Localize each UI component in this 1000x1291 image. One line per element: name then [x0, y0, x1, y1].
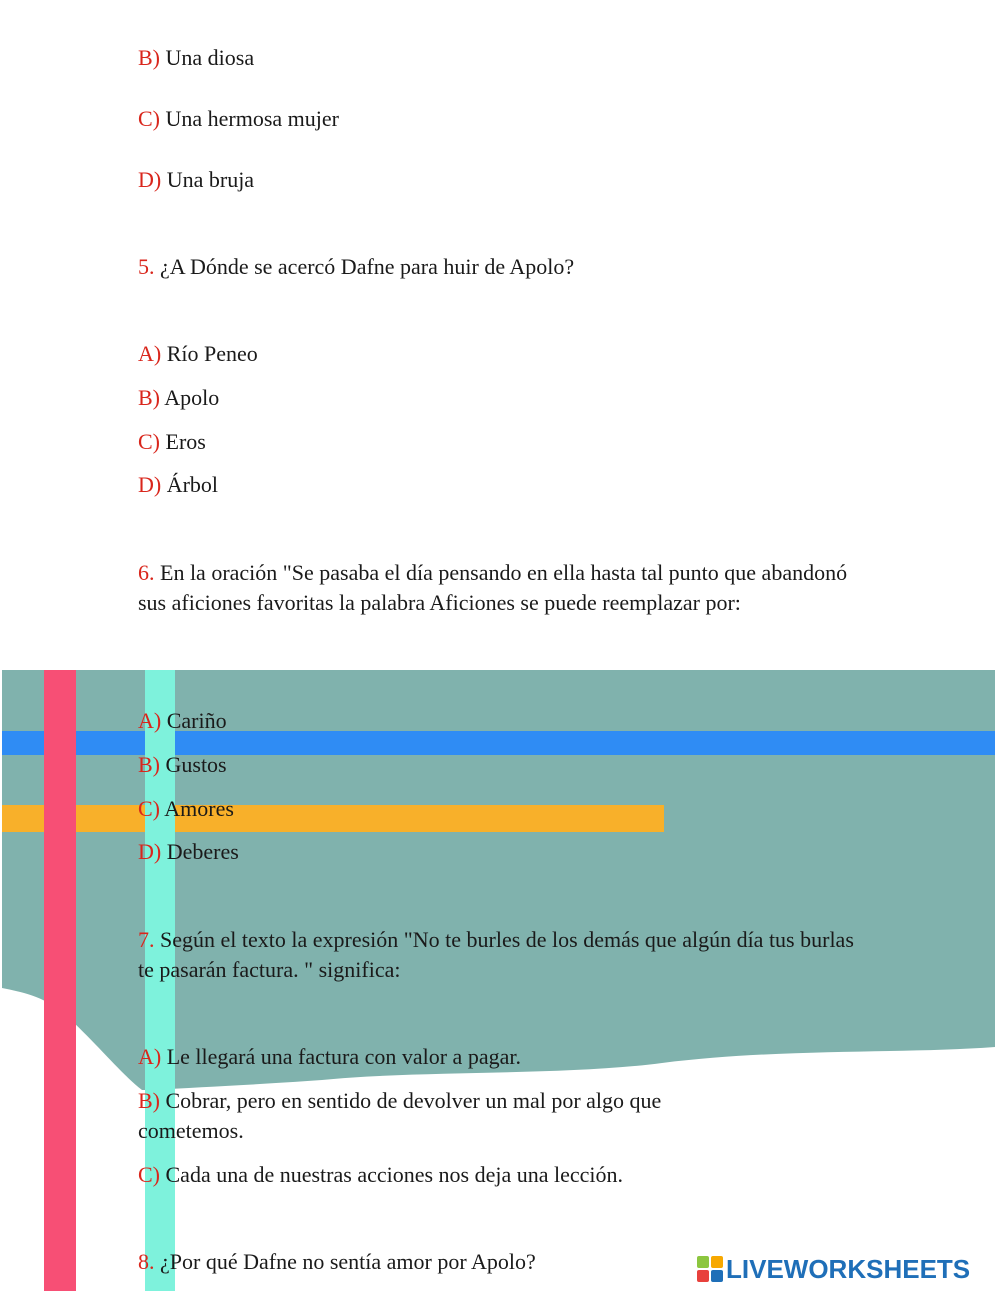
q5-option-b[interactable]	[138, 383, 219, 413]
option-text: Una bruja	[166, 167, 255, 192]
question-8	[138, 1247, 536, 1277]
option-label: B)	[138, 385, 160, 410]
option-label: D)	[138, 839, 162, 864]
option-text: Cada una de nuestras acciones nos deja una lección.	[165, 1162, 624, 1187]
option-label: A)	[138, 708, 162, 733]
q5-option-a[interactable]	[138, 339, 258, 369]
question-number: 6.	[138, 560, 155, 585]
question-text: ¿A Dónde se acercó Dafne para huir de Apolo?	[160, 254, 575, 279]
question-number: 8.	[138, 1249, 155, 1274]
question-text: En la oración "Se pasaba el día pensando en ella hasta tal punto que abandonó sus aficiones favoritas la palabra Aficiones se puede reemplazar por:	[138, 560, 848, 615]
option-text: Deberes	[166, 839, 239, 864]
option-label: C)	[138, 1162, 160, 1187]
option-text: Gustos	[165, 752, 227, 777]
option-text: Una hermosa mujer	[165, 106, 339, 131]
option-text: Eros	[165, 429, 206, 454]
question-7	[138, 925, 868, 985]
option-label: B)	[138, 45, 160, 70]
option-text: Río Peneo	[166, 341, 258, 366]
option-label: A)	[138, 1044, 162, 1069]
question-text: Según el texto la expresión "No te burles de los demás que algún día tus burlas te pasarán factura. " significa:	[138, 927, 854, 982]
q7-option-c[interactable]	[138, 1160, 623, 1190]
question-text: ¿Por qué Dafne no sentía amor por Apolo?	[160, 1249, 536, 1274]
option-label: B)	[138, 1088, 160, 1113]
q7-option-b[interactable]	[138, 1086, 758, 1146]
q5-option-c[interactable]	[138, 427, 206, 457]
option-text: Apolo	[164, 385, 220, 410]
q4-option-c[interactable]	[138, 104, 339, 134]
option-text: Cobrar, pero en sentido de devolver un mal por algo que cometemos.	[138, 1088, 662, 1143]
q6-option-b[interactable]	[138, 750, 227, 780]
option-label: D)	[138, 167, 162, 192]
option-text: Una diosa	[165, 45, 255, 70]
brand-text: LIVEWORKSHEETS	[726, 1254, 971, 1284]
pink-vertical-bar	[44, 670, 76, 1291]
question-5	[138, 252, 574, 282]
q6-option-c[interactable]	[138, 794, 234, 824]
orange-highlight-bar	[2, 805, 664, 832]
option-text: Amores	[164, 796, 234, 821]
option-label: A)	[138, 341, 162, 366]
option-label: B)	[138, 752, 160, 777]
option-label: D)	[138, 472, 162, 497]
q6-option-a[interactable]	[138, 706, 227, 736]
q4-option-b[interactable]	[138, 43, 254, 73]
option-text: Le llegará una factura con valor a pagar.	[166, 1044, 521, 1069]
option-label: C)	[138, 796, 160, 821]
question-number: 5.	[138, 254, 155, 279]
q5-option-d[interactable]	[138, 470, 218, 500]
option-label: C)	[138, 106, 160, 131]
option-text: Árbol	[166, 472, 219, 497]
liveworksheets-branding[interactable]	[697, 1254, 970, 1284]
q6-option-d[interactable]	[138, 837, 239, 867]
liveworksheets-logo-icon	[697, 1256, 723, 1282]
q7-option-a[interactable]	[138, 1042, 521, 1072]
q4-option-d[interactable]	[138, 165, 254, 195]
question-number: 7.	[138, 927, 155, 952]
option-text: Cariño	[166, 708, 227, 733]
question-6	[138, 558, 868, 618]
option-label: C)	[138, 429, 160, 454]
